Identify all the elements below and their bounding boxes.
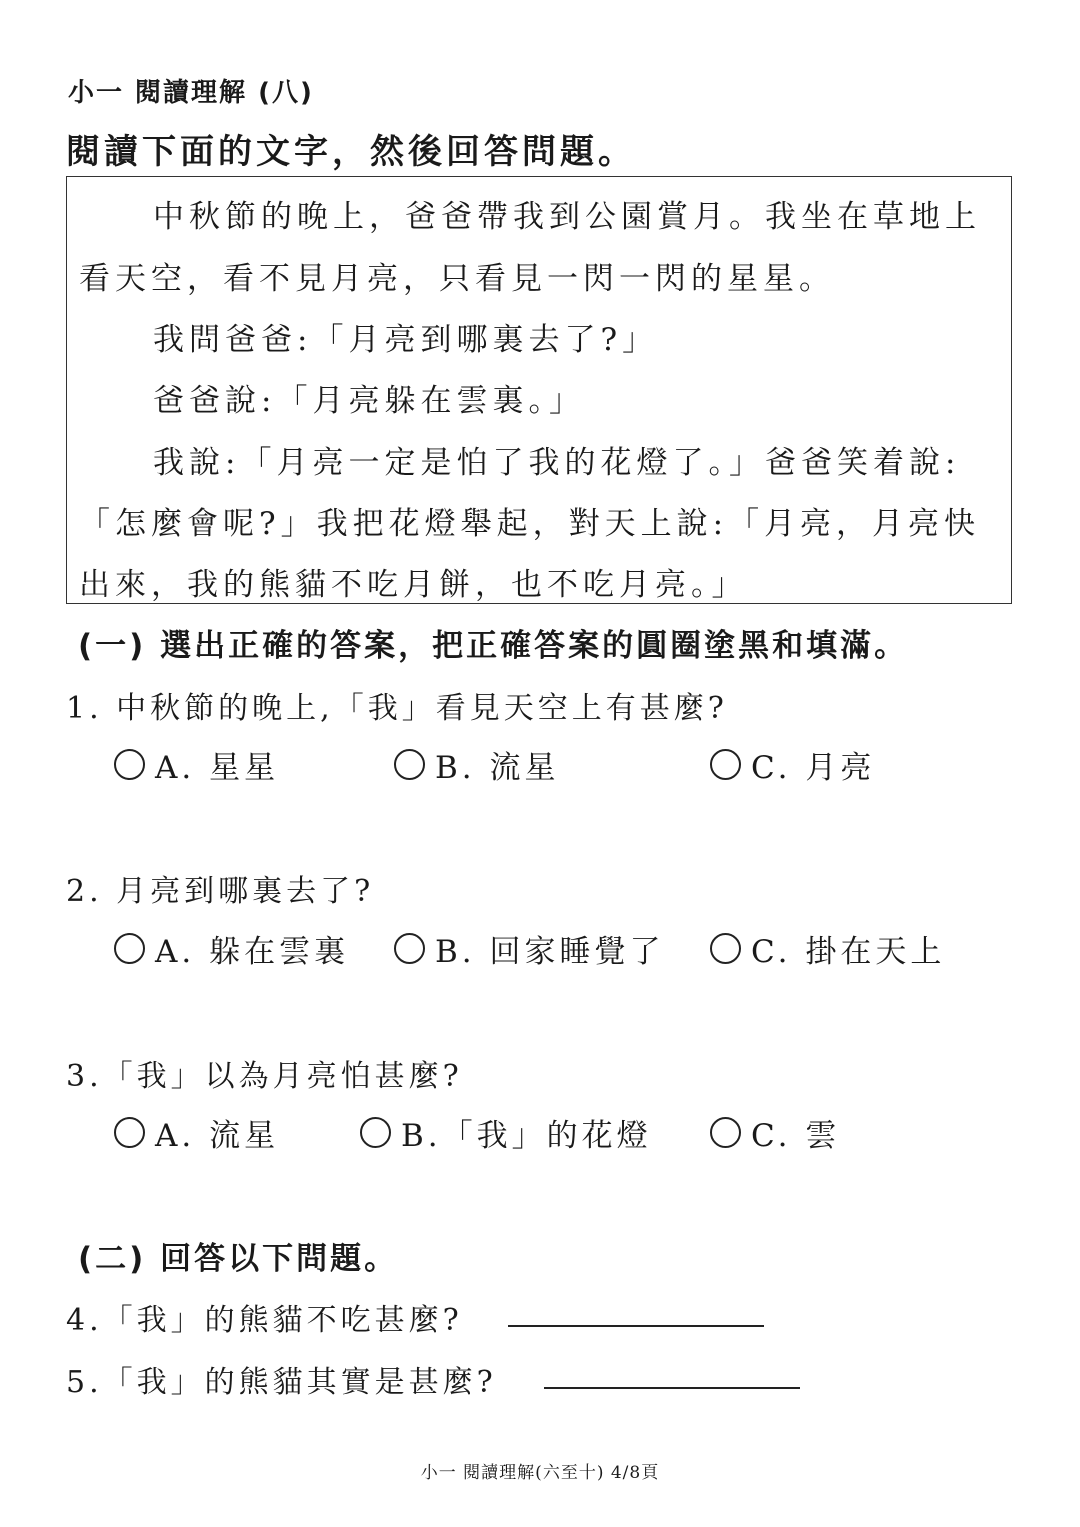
q2-option-a[interactable] bbox=[114, 926, 349, 971]
worksheet-title: 小一 閱讀理解 (八) bbox=[68, 78, 314, 108]
question-5-text: 5.「我」的熊貓其實是甚麼? bbox=[66, 1365, 497, 1400]
instruction-text: 閱讀下面的文字，然後回答問題。 bbox=[66, 132, 636, 172]
section1-title: (一) 選出正確的答案，把正確答案的圓圈塗黑和填滿。 bbox=[78, 628, 909, 664]
radio-circle-icon[interactable] bbox=[360, 1117, 391, 1148]
q3-option-b[interactable] bbox=[360, 1110, 652, 1155]
question-1-text: 1. 中秋節的晚上,「我」看見天空上有甚麼? bbox=[66, 691, 728, 726]
passage-line: 「怎麼會呢?」我把花燈舉起，對天上說:「月亮，月亮快 bbox=[79, 506, 981, 542]
radio-circle-icon[interactable] bbox=[710, 933, 741, 964]
answer-5-blank[interactable] bbox=[544, 1387, 800, 1389]
radio-circle-icon[interactable] bbox=[114, 1117, 145, 1148]
q1-option-c[interactable] bbox=[710, 742, 875, 787]
radio-circle-icon[interactable] bbox=[114, 933, 145, 964]
passage-line: 出來，我的熊貓不吃月餅，也不吃月亮。」 bbox=[79, 567, 748, 603]
page-footer: 小一 閱讀理解(六至十) 4/8頁 bbox=[420, 1463, 660, 1483]
radio-circle-icon[interactable] bbox=[394, 933, 425, 964]
question-2-text: 2. 月亮到哪裏去了? bbox=[66, 874, 375, 909]
question-4-text: 4.「我」的熊貓不吃甚麼? bbox=[66, 1303, 463, 1338]
option-label: B.「我」的花燈 bbox=[401, 1118, 652, 1154]
passage-box bbox=[66, 176, 1012, 604]
q1-option-a[interactable] bbox=[114, 742, 279, 787]
option-label: B. 流星 bbox=[435, 750, 560, 786]
option-label: A. 星星 bbox=[155, 750, 280, 786]
q2-option-c[interactable] bbox=[710, 926, 945, 971]
question-3-text: 3.「我」以為月亮怕甚麼? bbox=[66, 1059, 463, 1094]
option-label: B. 回家睡覺了 bbox=[435, 934, 665, 970]
q3-option-a[interactable] bbox=[114, 1110, 279, 1155]
section2-title: (二) 回答以下問題。 bbox=[78, 1241, 399, 1277]
passage-line: 我說:「月亮一定是怕了我的花燈了。」爸爸笑着說: bbox=[153, 445, 961, 481]
passage-line: 看天空，看不見月亮，只看見一閃一閃的星星。 bbox=[79, 261, 835, 297]
passage-line: 爸爸說:「月亮躲在雲裏。」 bbox=[153, 383, 585, 419]
option-label: C. 掛在天上 bbox=[751, 934, 946, 970]
option-label: C. 雲 bbox=[751, 1118, 841, 1154]
q2-option-b[interactable] bbox=[394, 926, 665, 971]
option-label: A. 流星 bbox=[155, 1118, 280, 1154]
q3-option-c[interactable] bbox=[710, 1110, 840, 1155]
radio-circle-icon[interactable] bbox=[710, 749, 741, 780]
radio-circle-icon[interactable] bbox=[394, 749, 425, 780]
answer-4-blank[interactable] bbox=[508, 1325, 764, 1327]
radio-circle-icon[interactable] bbox=[114, 749, 145, 780]
q1-option-b[interactable] bbox=[394, 742, 560, 787]
option-label: A. 躲在雲裏 bbox=[155, 934, 350, 970]
passage-line: 我問爸爸:「月亮到哪裏去了?」 bbox=[153, 322, 659, 358]
option-label: C. 月亮 bbox=[751, 750, 876, 786]
radio-circle-icon[interactable] bbox=[710, 1117, 741, 1148]
passage-line: 中秋節的晚上，爸爸帶我到公園賞月。我坐在草地上 bbox=[153, 199, 981, 235]
